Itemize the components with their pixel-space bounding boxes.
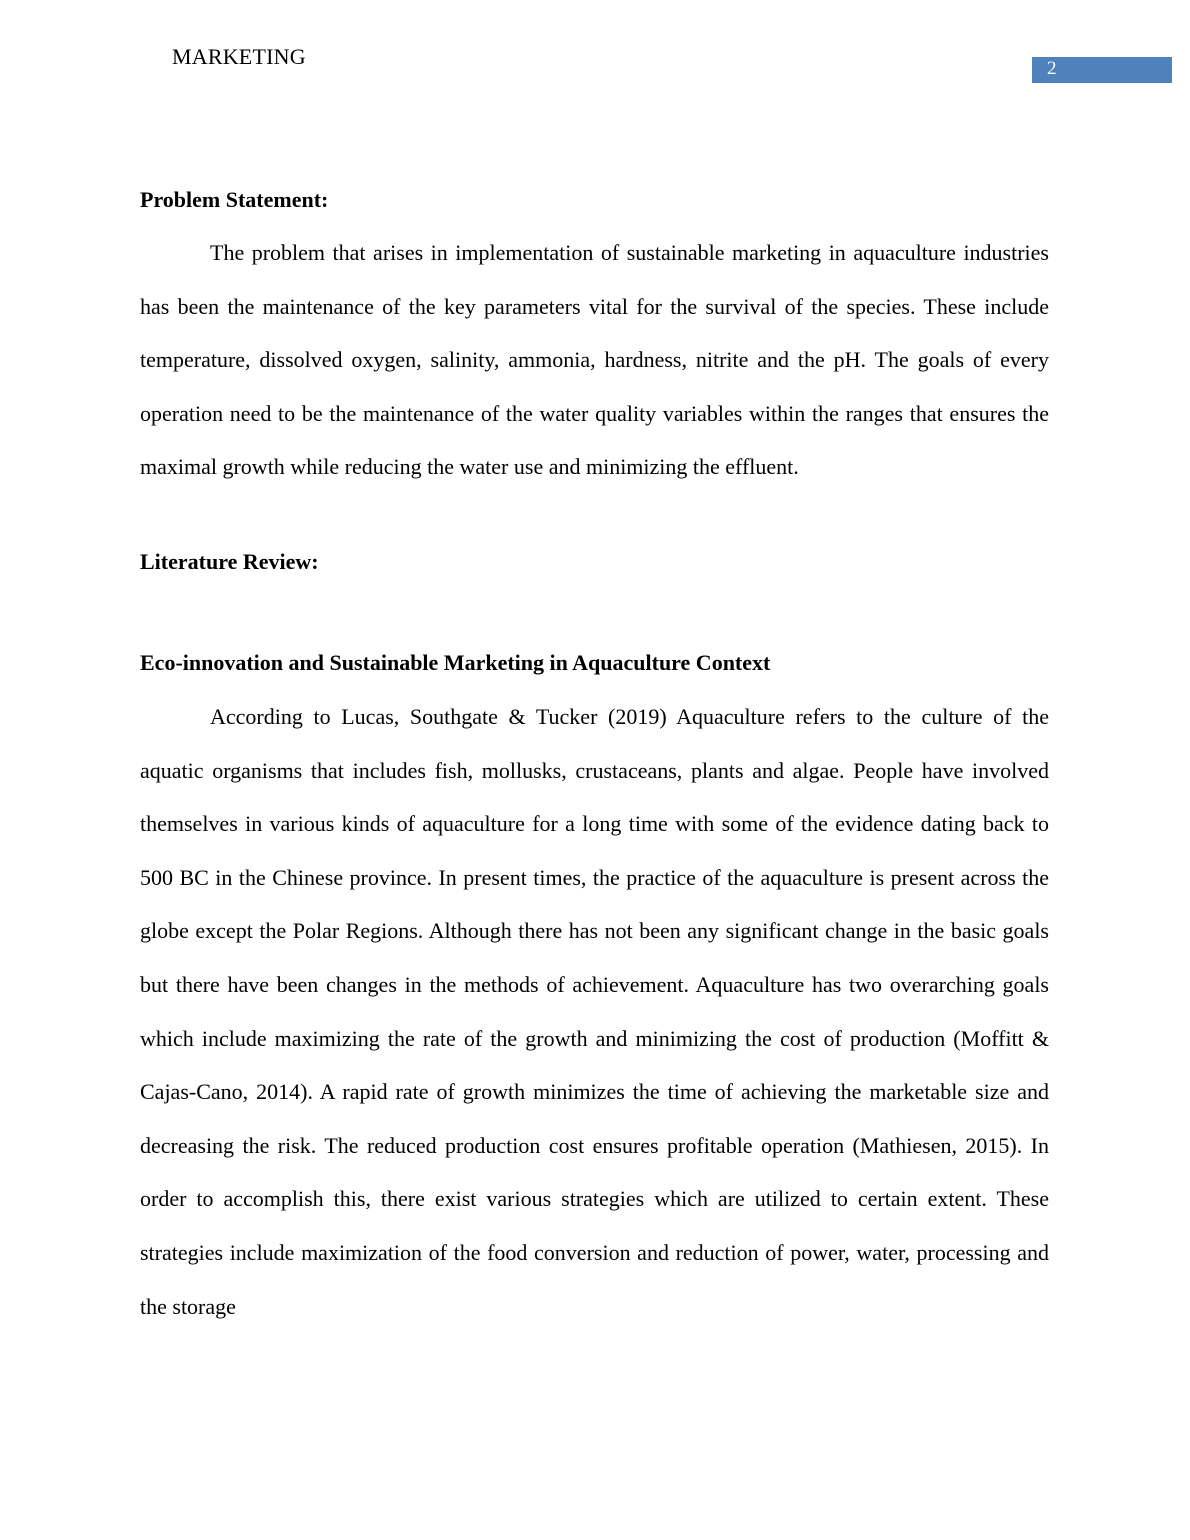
page-number-badge: [1032, 57, 1172, 83]
eco-innovation-paragraph: According to Lucas, Southgate & Tucker (2019) Aquaculture refers to the culture of the aquatic organisms that includes fish, mollusks, crustaceans, plants and algae. People have involved themselves in various kinds of aquaculture for a long time with some of the evidence dating back to 500 BC in the Chinese province. In present times, the practice of the aquaculture is present across the globe except the Polar Regions. Although there has not been any significant change in the basic goals but there have been changes in the methods of achievement. Aquaculture has two overarching goals which include maximizing the rate of the growth and minimizing the cost of production (Moffitt & Cajas-Cano, 2014). A rapid rate of growth minimizes the time of achieving the marketable size and decreasing the risk. The reduced production cost ensures profitable operation (Mathiesen, 2015). In order to accomplish this, there exist various strategies which are utilized to certain extent. These strategies include maximization of the food conversion and reduction of power, water, processing and the storage: [140, 703, 1049, 1319]
literature-review-heading: Literature Review:: [140, 548, 319, 574]
page-number: 2: [1047, 58, 1057, 79]
problem-statement-heading: Problem Statement:: [140, 187, 329, 212]
document-body: [140, 180, 1049, 1333]
eco-innovation-heading: Eco-innovation and Sustainable Marketing in Aquaculture Context: [140, 649, 771, 675]
running-head: MARKETING: [172, 44, 306, 69]
problem-statement-paragraph: The problem that arises in implementation of sustainable marketing in aquaculture industries has been the maintenance of the key parameters vital for the survival of the species. These include temperature, dissolved oxygen, salinity, ammonia, hardness, nitrite and the pH. The goals of every operation need to be the maintenance of the water quality variables within the ranges that ensures the maximal growth while reducing the water use and minimizing the effluent.: [140, 240, 1049, 480]
